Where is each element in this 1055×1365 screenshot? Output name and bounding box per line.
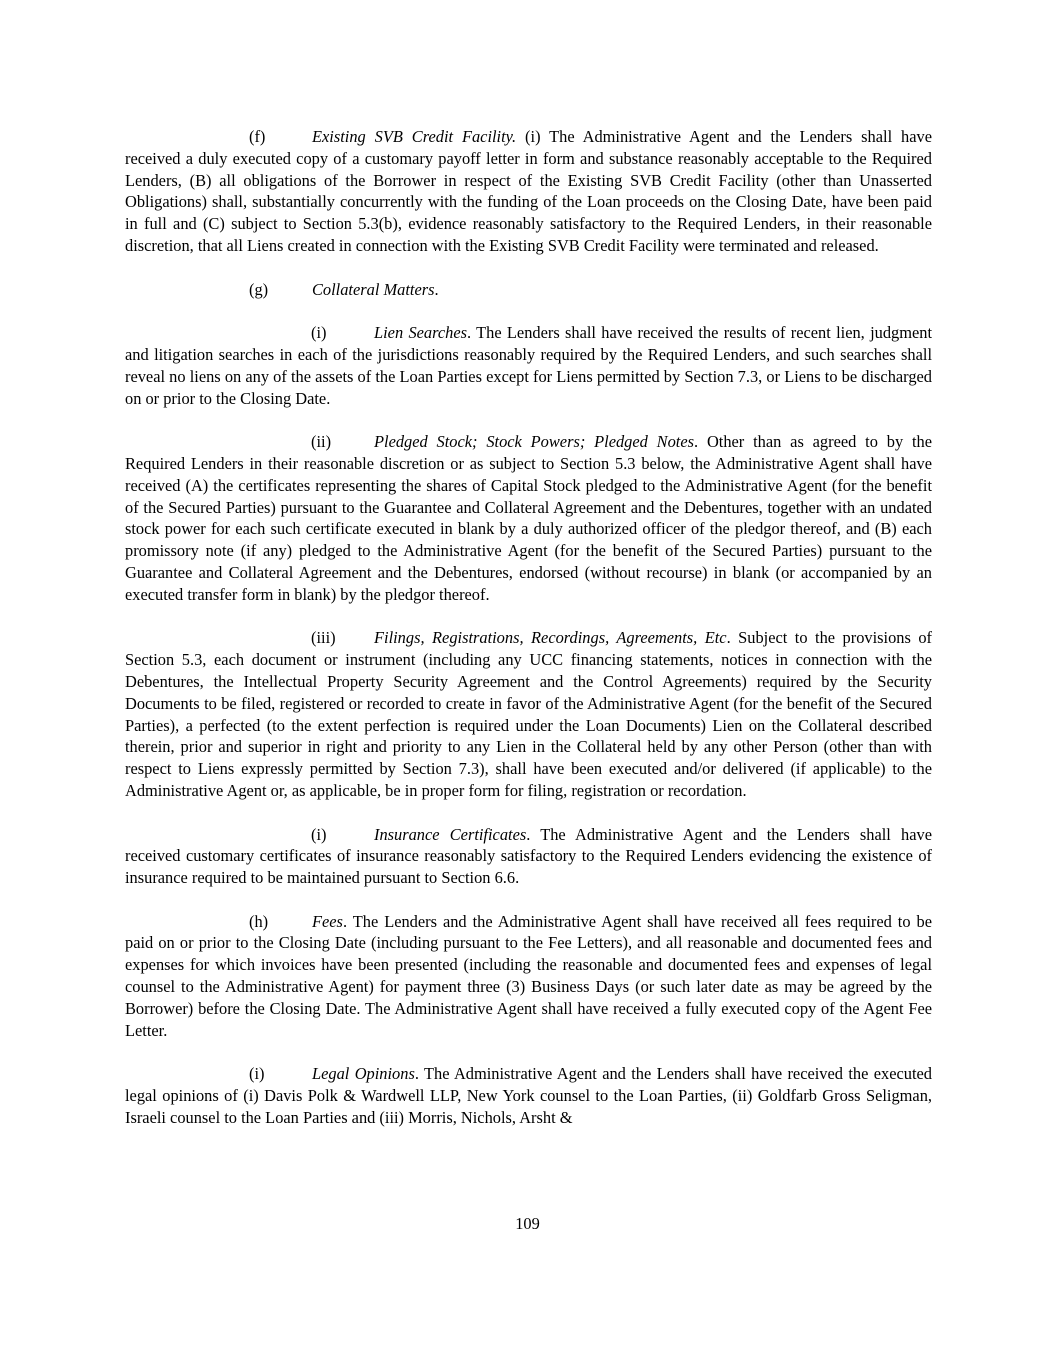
- paragraph-g-iv: [125, 824, 932, 889]
- paragraph-body: . Subject to the provisions of Section 5.3, each document or instrument (including any UCC financing statements, notices in connection with the Debentures, the Intellectual Property Security Agreement and the Control Agreements) required by the Security Documents to be filed, registered or recorded to create in favor of the Administrative Agent (for the benefit of the Secured Parties), a perfected (to the extent perfection is required under the Loan Documents) Lien on the Collateral described therein, prior and superior in right and priority to any Lien in the Collateral held by any other Person (other than with respect to Liens expressly permitted by Section 7.3), shall have been executed and/or delivered (if applicable) to the Administrative Agent or, as applicable, be in proper form for filing, registration or recordation.: [125, 628, 932, 800]
- paragraph-body: . The Lenders shall have received the results of recent lien, judgment and litigation searches in each of the jurisdictions reasonably required by the Required Lenders, and such searches shall reveal no liens on any of the assets of the Loan Parties except for Liens permitted by Section 7.3, or Liens to be discharged on or prior to the Closing Date.: [125, 323, 933, 408]
- paragraph-number: (g): [249, 279, 269, 299]
- paragraph-heading: Pledged Stock; Stock Powers; Pledged Notes: [374, 432, 695, 452]
- paragraph-g-ii: [125, 431, 932, 605]
- paragraph-i: [125, 1063, 932, 1128]
- paragraph-body: . The Administrative Agent and the Lenders shall have received the executed legal opinions of (i) Davis Polk & Wardwell LLP, New York counsel to the Loan Parties, (ii) Goldfarb Gross Seligman, Israeli counsel to the Loan Parties and (iii) Morris, Nichols, Arsht &: [125, 1064, 932, 1127]
- paragraph-number: (i): [311, 824, 327, 844]
- paragraph-g-i: [125, 322, 932, 409]
- paragraph-body: . The Administrative Agent and the Lenders shall have received customary certificates of insurance reasonably satisfactory to the Required Lenders evidencing the existence of insurance required to be maintained pursuant to Section 6.6.: [125, 824, 932, 888]
- paragraph-body: . Other than as agreed to by the Required Lenders in their reasonable discretion or as subject to Section 5.3 below, the Administrative Agent shall have received (A) the certificates representing the shares of Capital Stock pledged to the Administrative Agent (for the benefit of the Secured Parties) pursuant to the Guarantee and Collateral Agreement and the Debentures, together with an undated stock power for each such certificate executed in blank by a duly authorized officer of the pledgor thereof, and (B) each promissory note (if any) pledged to the Administrative Agent (for the benefit of the Secured Parties) pursuant to the Guarantee and Collateral Agreement and the Debentures, endorsed (without recourse) in blank (or accompanied by an executed transfer form in blank) by the pledgor thereof.: [125, 432, 933, 604]
- paragraph-heading: Lien Searches: [374, 323, 468, 343]
- paragraph-heading: Insurance Certificates: [374, 824, 527, 844]
- paragraph-g: [125, 279, 932, 301]
- document-page: [125, 126, 932, 1150]
- paragraph-number: (i): [311, 323, 327, 343]
- paragraph-heading: Existing SVB Credit Facility.: [312, 127, 517, 146]
- paragraph-h: [125, 911, 932, 1042]
- paragraph-heading: Filings, Registrations, Recordings, Agreements, Etc: [374, 628, 727, 648]
- paragraph-body: .: [434, 279, 439, 299]
- page-number: 109: [515, 1214, 540, 1233]
- paragraph-number: (ii): [311, 432, 332, 452]
- paragraph-body: . The Lenders and the Administrative Agent shall have received all fees required to be paid on or prior to the Closing Date (including pursuant to the Fee Letters), and all reasonable and documented fees and expenses for which invoices have been presented (including the reasonable and documented fees and expenses of legal counsel to the Administrative Agent) for payment three (3) Business Days (or such later date as may be agreed by the Borrower) before the Closing Date. The Administrative Agent shall have received a fully executed copy of the Agent Fee Letter.: [125, 911, 932, 1040]
- paragraph-heading: Fees: [312, 911, 343, 931]
- paragraph-heading: Legal Opinions: [312, 1064, 415, 1084]
- paragraph-number: (i): [249, 1064, 265, 1084]
- paragraph-g-iii: [125, 627, 932, 801]
- paragraph-number: (iii): [311, 628, 336, 648]
- paragraph-number: (h): [249, 911, 269, 931]
- paragraph-heading: Collateral Matters: [312, 279, 435, 299]
- paragraph-number: (f): [249, 127, 266, 146]
- paragraph-body: (i) The Administrative Agent and the Lenders shall have received a duly executed copy of a customary payoff letter in form and substance reasonably acceptable to the Required Lenders, (B) all obligations of the Borrower in respect of the Existing SVB Credit Facility (other than Unasserted Obligations) shall, substantially concurrently with the funding of the Loan proceeds on the Closing Date, have been paid in full and (C) subject to Section 5.3(b), evidence reasonably satisfactory to the Required Lenders, in their reasonable discretion, that all Liens created in connection with the Existing SVB Credit Facility were terminated and released.: [125, 127, 932, 255]
- paragraph-f: [125, 126, 932, 257]
